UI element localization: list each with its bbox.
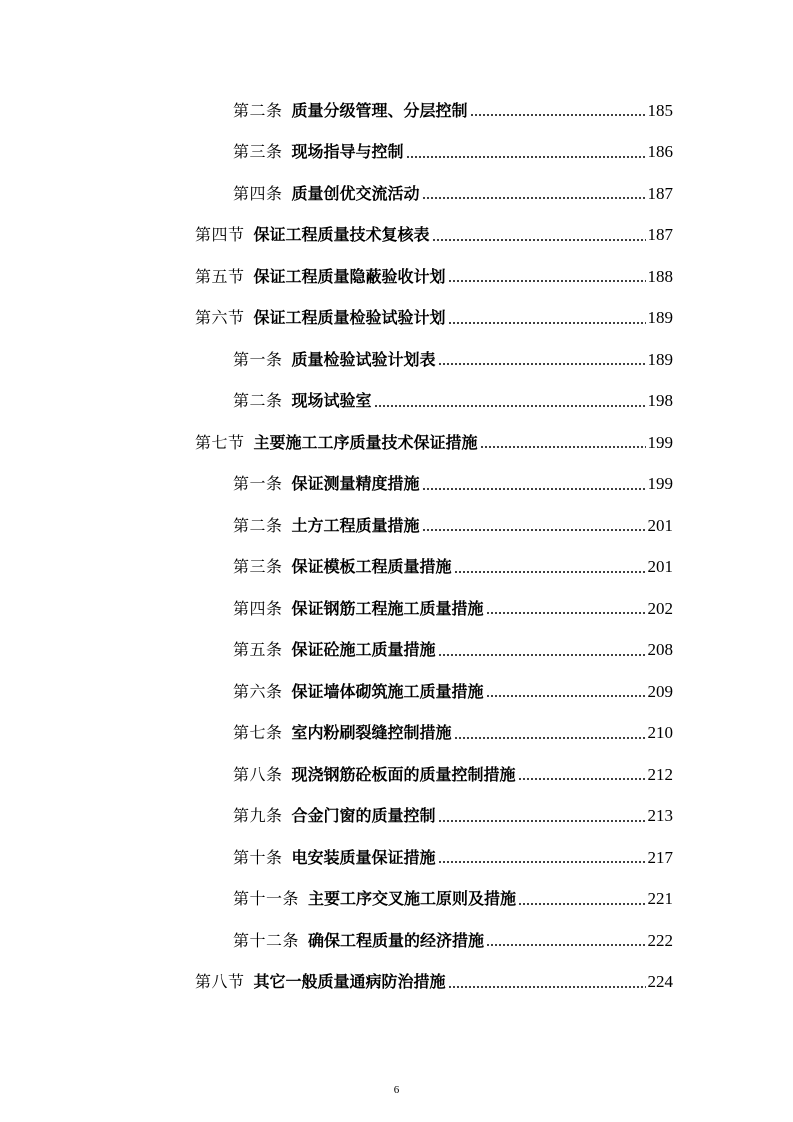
toc-entry-page: 222 <box>647 930 673 950</box>
toc-entry-page: 199 <box>647 474 673 493</box>
dot-leader <box>470 114 646 116</box>
dot-leader <box>454 737 646 739</box>
toc-entry-title: 土方工程质量措施 <box>291 515 420 535</box>
toc-entry-page: 198 <box>647 391 673 410</box>
toc-entry[interactable] <box>233 754 673 795</box>
toc-entry-page: 187 <box>647 183 673 203</box>
toc-entry-number: 第八条 <box>233 764 283 784</box>
toc-entry[interactable] <box>195 962 673 1003</box>
toc-entry-page: 217 <box>647 847 673 867</box>
dot-leader <box>448 986 646 988</box>
toc-entry[interactable] <box>233 713 673 754</box>
toc-entry-number: 第九条 <box>233 806 283 825</box>
dot-leader <box>438 363 646 365</box>
toc-entry[interactable] <box>233 630 673 671</box>
dot-leader <box>438 861 646 863</box>
toc-entry-number: 第四节 <box>195 225 245 244</box>
toc-entry-title: 质量分级管理、分层控制 <box>291 100 468 120</box>
toc-entry-page: 213 <box>647 806 673 825</box>
toc-entry-page: 201 <box>647 515 673 535</box>
toc-entry-page: 202 <box>647 598 673 618</box>
dot-leader <box>486 612 646 614</box>
dot-leader <box>406 156 646 158</box>
dot-leader <box>454 571 646 573</box>
toc-entry-title: 现场试验室 <box>291 391 372 410</box>
toc-entry[interactable] <box>233 920 673 961</box>
toc-entry-page: 186 <box>647 142 673 161</box>
toc-entry[interactable] <box>195 256 673 297</box>
toc-entry-page: 221 <box>647 889 673 908</box>
toc-entry-number: 第八节 <box>195 972 245 991</box>
toc-entry-number: 第一条 <box>233 474 283 493</box>
toc-entry[interactable] <box>233 671 673 712</box>
toc-entry-number: 第十条 <box>233 847 283 867</box>
toc-entry[interactable] <box>233 588 673 629</box>
toc-entry-title: 其它一般质量通病防治措施 <box>253 972 446 991</box>
toc-entry-number: 第四条 <box>233 598 283 618</box>
toc-entry[interactable] <box>233 132 673 173</box>
toc-entry-title: 保证模板工程质量措施 <box>291 557 452 576</box>
toc-entry-page: 224 <box>647 972 673 991</box>
toc-entry-title: 保证钢筋工程施工质量措施 <box>291 598 484 618</box>
dot-leader <box>438 654 646 656</box>
toc-entry-number: 第三条 <box>233 142 283 161</box>
toc-entry[interactable] <box>233 837 673 878</box>
toc-entry[interactable] <box>195 422 673 463</box>
toc-entry-page: 185 <box>647 100 673 120</box>
toc-entry-title: 保证工程质量技术复核表 <box>253 225 430 244</box>
toc-entry-title: 保证墙体砌筑施工质量措施 <box>291 681 484 701</box>
toc-entry-title: 质量创优交流活动 <box>291 183 420 203</box>
toc-entry-page: 189 <box>647 349 673 369</box>
toc-entry-number: 第四条 <box>233 183 283 203</box>
toc-entry-title: 质量检验试验计划表 <box>291 349 436 369</box>
toc-entry-title: 现场指导与控制 <box>291 142 404 161</box>
toc-entry-page: 199 <box>647 432 673 452</box>
dot-leader <box>422 529 646 531</box>
toc-entry-number: 第二条 <box>233 515 283 535</box>
dot-leader <box>518 903 645 905</box>
toc-entry-number: 第三条 <box>233 557 283 576</box>
toc-entry[interactable] <box>233 879 673 920</box>
toc-entry-page: 201 <box>647 557 673 576</box>
toc-entry[interactable] <box>233 505 673 546</box>
dot-leader <box>448 322 646 324</box>
toc-entry-title: 保证工程质量检验试验计划 <box>253 308 446 327</box>
toc-entry[interactable] <box>233 339 673 380</box>
dot-leader <box>518 778 646 780</box>
toc-entry-title: 主要工序交叉施工原则及措施 <box>308 889 517 908</box>
toc-entry[interactable] <box>233 90 673 131</box>
toc-entry-number: 第六节 <box>195 308 245 327</box>
toc-entry-page: 210 <box>647 723 673 742</box>
toc-entry-title: 现浇钢筋砼板面的质量控制措施 <box>291 764 516 784</box>
toc-entry-number: 第十一条 <box>233 889 300 908</box>
toc-entry[interactable] <box>233 381 673 422</box>
toc-entry-title: 保证工程质量隐蔽验收计划 <box>253 266 446 286</box>
toc-entry-number: 第二条 <box>233 391 283 410</box>
toc-entry-title: 主要施工工序质量技术保证措施 <box>253 432 478 452</box>
toc-entry-page: 212 <box>647 764 673 784</box>
toc-entry-number: 第七条 <box>233 723 283 742</box>
toc-entry[interactable] <box>233 547 673 588</box>
toc-entry[interactable] <box>195 215 673 256</box>
toc-entry[interactable] <box>233 464 673 505</box>
toc-entry-page: 188 <box>647 266 673 286</box>
toc-entry-title: 电安装质量保证措施 <box>291 847 436 867</box>
toc-entry-page: 208 <box>647 640 673 659</box>
dot-leader <box>374 405 646 407</box>
dot-leader <box>438 820 646 822</box>
dot-leader <box>480 446 646 448</box>
toc-entry-title: 保证测量精度措施 <box>291 474 420 493</box>
dot-leader <box>422 488 646 490</box>
toc-entry-number: 第二条 <box>233 100 283 120</box>
dot-leader <box>486 944 645 946</box>
toc-entry-number: 第十二条 <box>233 930 300 950</box>
toc-entry-title: 室内粉刷裂缝控制措施 <box>291 723 452 742</box>
toc-entry[interactable] <box>233 796 673 837</box>
toc-entry-page: 187 <box>647 225 673 244</box>
dot-leader <box>486 695 646 697</box>
toc-entry-title: 确保工程质量的经济措施 <box>308 930 485 950</box>
toc-entry-title: 保证砼施工质量措施 <box>291 640 436 659</box>
toc-entry-number: 第七节 <box>195 432 245 452</box>
toc-entry-number: 第五条 <box>233 640 283 659</box>
toc-entry-title: 合金门窗的质量控制 <box>291 806 436 825</box>
toc-entry-number: 第一条 <box>233 349 283 369</box>
dot-leader <box>432 239 646 241</box>
toc-entry[interactable] <box>195 298 673 339</box>
toc-entry-number: 第五节 <box>195 266 245 286</box>
toc-entry-number: 第六条 <box>233 681 283 701</box>
toc-entry-page: 209 <box>647 681 673 701</box>
toc-entry-page: 189 <box>647 308 673 327</box>
page-number: 6 <box>393 1084 400 1096</box>
toc-entry[interactable] <box>233 173 673 214</box>
dot-leader <box>448 280 646 282</box>
dot-leader <box>422 197 646 199</box>
